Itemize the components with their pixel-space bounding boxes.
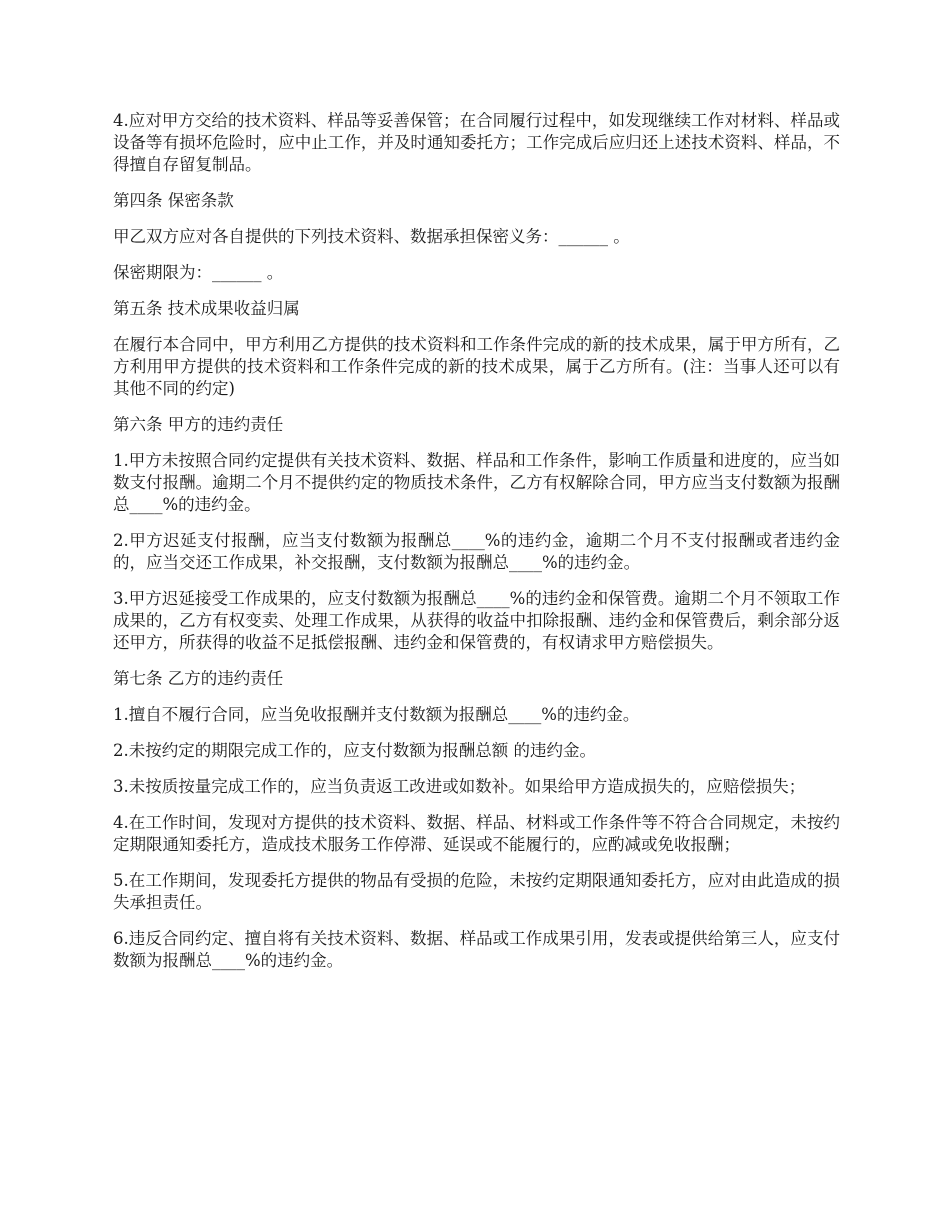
paragraph-party-b-breach-5: 5.在工作期间，发现委托方提供的物品有受损的危险，未按约定期限通知委托方，应对由此造成的损失承担责任。 — [113, 871, 840, 912]
paragraph-party-b-breach-6: 6.违反合同约定、擅自将有关技术资料、数据、样品或工作成果引用，发表或提供给第三人，应支付数额为报酬总____%的违约金。 — [113, 929, 840, 970]
heading-article-7: 第七条 乙方的违约责任 — [113, 669, 284, 688]
paragraph-party-b-breach-2: 2.未按约定的期限完成工作的，应支付数额为报酬总额 的违约金。 — [113, 741, 596, 760]
heading-article-5: 第五条 技术成果收益归属 — [113, 299, 300, 318]
paragraph-party-b-breach-1: 1.擅自不履行合同，应当免收报酬并支付数额为报酬总____%的违约金。 — [113, 705, 640, 724]
paragraph-party-a-breach-3: 3.甲方迟延接受工作成果的，应支付数额为报酬总____%的违约金和保管费。逾期二个月不领取工作成果的，乙方有权变卖、处理工作成果，从获得的收益中扣除报酬、违约金和保管费后，剩余部分返还甲方，所获得的收益不足抵偿报酬、违约金和保管费的，有权请求甲方赔偿损失。 — [113, 589, 840, 652]
document-page — [113, 110, 840, 986]
paragraph-party-b-breach-3: 3.未按质按量完成工作的，应当负责返工改进或如数补。如果给甲方造成损失的，应赔偿损失； — [113, 777, 806, 796]
paragraph-party-b-breach-4: 4.在工作时间，发现对方提供的技术资料、数据、样品、材料或工作条件等不符合合同规定，未按约定期限通知委托方，造成技术服务工作停滞、延误或不能履行的，应酌减或免收报酬； — [113, 813, 840, 854]
heading-article-4: 第四条 保密条款 — [113, 191, 234, 210]
heading-article-6: 第六条 甲方的违约责任 — [113, 415, 284, 434]
paragraph-party-a-breach-1: 1.甲方未按照合同约定提供有关技术资料、数据、样品和工作条件，影响工作质量和进度的，应当如数支付报酬。逾期二个月不提供约定的物质技术条件，乙方有权解除合同，甲方应当支付数额为报酬总____%的违约金。 — [113, 451, 840, 514]
paragraph-results-ownership: 在履行本合同中，甲方利用乙方提供的技术资料和工作条件完成的新的技术成果，属于甲方所有，乙方利用甲方提供的技术资料和工作条件完成的新的技术成果，属于乙方所有。(注：当事人还可以有其他不同的约定) — [113, 335, 840, 398]
paragraph-clause-3-item-4: 4.应对甲方交给的技术资料、样品等妥善保管；在合同履行过程中，如发现继续工作对材料、样品或设备等有损坏危险时，应中止工作，并及时通知委托方；工作完成后应归还上述技术资料、样品，不得擅自存留复制品。 — [113, 111, 840, 174]
paragraph-confidential-period: 保密期限为：______ 。 — [113, 263, 284, 282]
paragraph-confidential-materials: 甲乙双方应对各自提供的下列技术资料、数据承担保密义务：______ 。 — [113, 227, 630, 246]
paragraph-party-a-breach-2: 2.甲方迟延支付报酬，应当支付数额为报酬总____%的违约金，逾期二个月不支付报酬或者违约金的，应当交还工作成果，补交报酬，支付数额为报酬总____%的违约金。 — [113, 531, 840, 572]
